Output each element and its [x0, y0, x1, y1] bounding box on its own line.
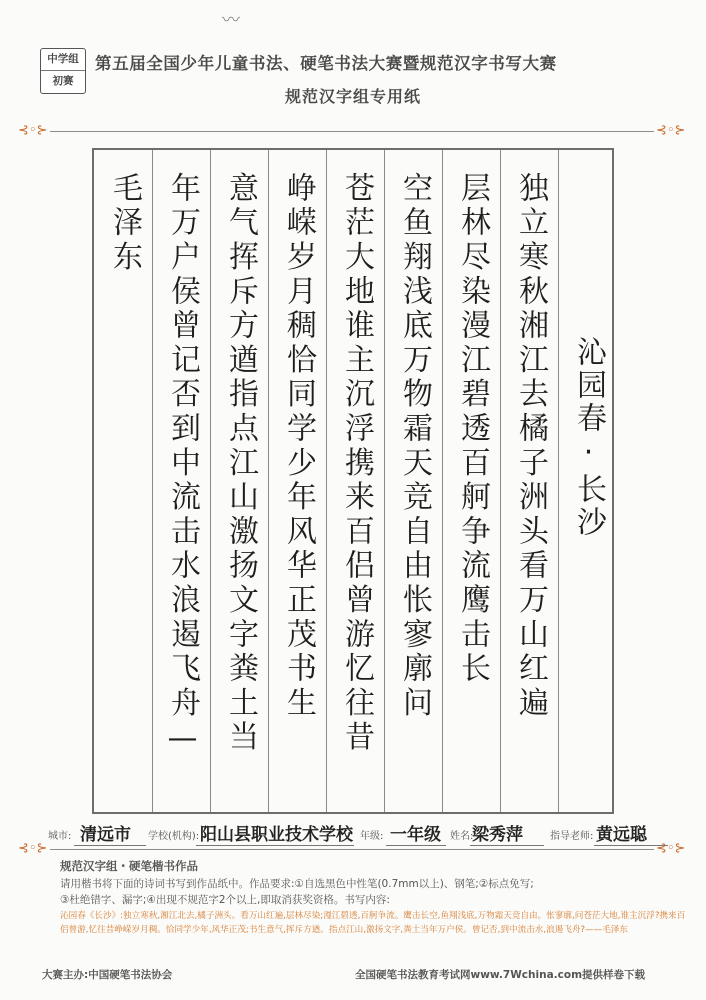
- school-underline: [196, 845, 354, 846]
- name-value: 梁秀萍: [472, 825, 523, 845]
- entrant-info: [44, 822, 684, 848]
- contest-title: 第五届全国少年儿童书法、硬笔书法大赛暨规范汉字书写大赛: [95, 54, 557, 73]
- instructions-heading: 规范汉字组・硬笔楷书作品: [60, 859, 198, 873]
- round-label: 初赛: [52, 75, 74, 87]
- teacher-value: 黄远聪: [596, 825, 647, 845]
- bottom-divider: [50, 849, 654, 850]
- poem-column-1: 独立寒秋湘江去橘子洲头看万山红遍: [513, 172, 548, 721]
- top-divider: [50, 131, 654, 132]
- city-label: 城市:: [48, 831, 72, 842]
- grade-value: 一年级: [390, 825, 441, 845]
- poem-column-3: 空鱼翔浅底万物霜天竞自由怅寥廓问: [397, 172, 432, 721]
- city-value: 清远市: [80, 825, 131, 845]
- poem-column-4: 苍茫大地谁主沉浮携来百侣曾游忆往昔: [339, 172, 374, 756]
- ornament-right-bottom: ⊰◦⊱: [656, 841, 686, 856]
- writing-frame: [92, 148, 614, 814]
- name-underline: [470, 845, 544, 846]
- poem-reference-text: 沁园春《长沙》:独立寒秋,湘江北去,橘子洲头。看万山红遍,层林尽染;漫江碧透,百舸争流。鹰击长空,鱼翔浅底,万物霜天竞自由。怅寥廓,问苍茫大地,谁主沉浮?携来百侣曾游,忆往昔峥嵘岁月稠。恰同学少年,风华正茂;书生意气,挥斥方遒。指点江山,激扬文字,粪土当年万户侯。曾记否,到中流击水,浪遏飞舟?——毛泽东: [60, 911, 686, 935]
- poem-column-2: 层林尽染漫江碧透百舸争流鹰击长: [455, 172, 490, 687]
- ornament-left-top: ⊰◦⊱: [18, 123, 48, 138]
- instructions-line-2: ③杜绝错字、漏字;④出现不规范字2个以上,即取消获奖资格。书写内容:: [60, 894, 390, 906]
- paper-subtitle: 规范汉字组专用纸: [284, 87, 421, 106]
- poem-author: 毛泽东: [107, 172, 142, 275]
- poem-column-6: 意气挥斥方遒指点江山激扬文字粪土当: [223, 172, 258, 756]
- school-value: 阳山县职业技术学校: [200, 825, 353, 845]
- poem-title: 沁园春·长沙: [571, 336, 606, 539]
- city-underline: [74, 845, 146, 846]
- school-label: 学校(机构):: [148, 831, 200, 842]
- sponsor-text: 大赛主办:中国硬笔书法协会: [42, 969, 173, 981]
- poem-column-5: 峥嵘岁月稠恰同学少年风华正茂书生: [281, 172, 316, 721]
- grade-label: 年级:: [360, 831, 384, 842]
- grade-underline: [386, 845, 446, 846]
- ornament-left-bottom: ⊰◦⊱: [18, 841, 48, 856]
- scan-mark: 〰: [222, 10, 240, 31]
- group-label: 中学组: [41, 49, 85, 71]
- poem-column-7: 年万户侯曾记否到中流击水浪遏飞舟—: [165, 172, 200, 761]
- website-text: 全国硬笔书法教育考试网www.7Wchina.com提供样卷下载: [355, 969, 646, 981]
- instructions-line-1: 请用楷书将下面的诗词书写到作品纸中。作品要求:①自选黑色中性笔(0.7mm以上)、钢笔;②标点免写;: [60, 878, 534, 890]
- ornament-right-top: ⊰◦⊱: [656, 123, 686, 138]
- teacher-label: 指导老师:: [550, 831, 594, 842]
- name-label: 姓名:: [450, 831, 474, 842]
